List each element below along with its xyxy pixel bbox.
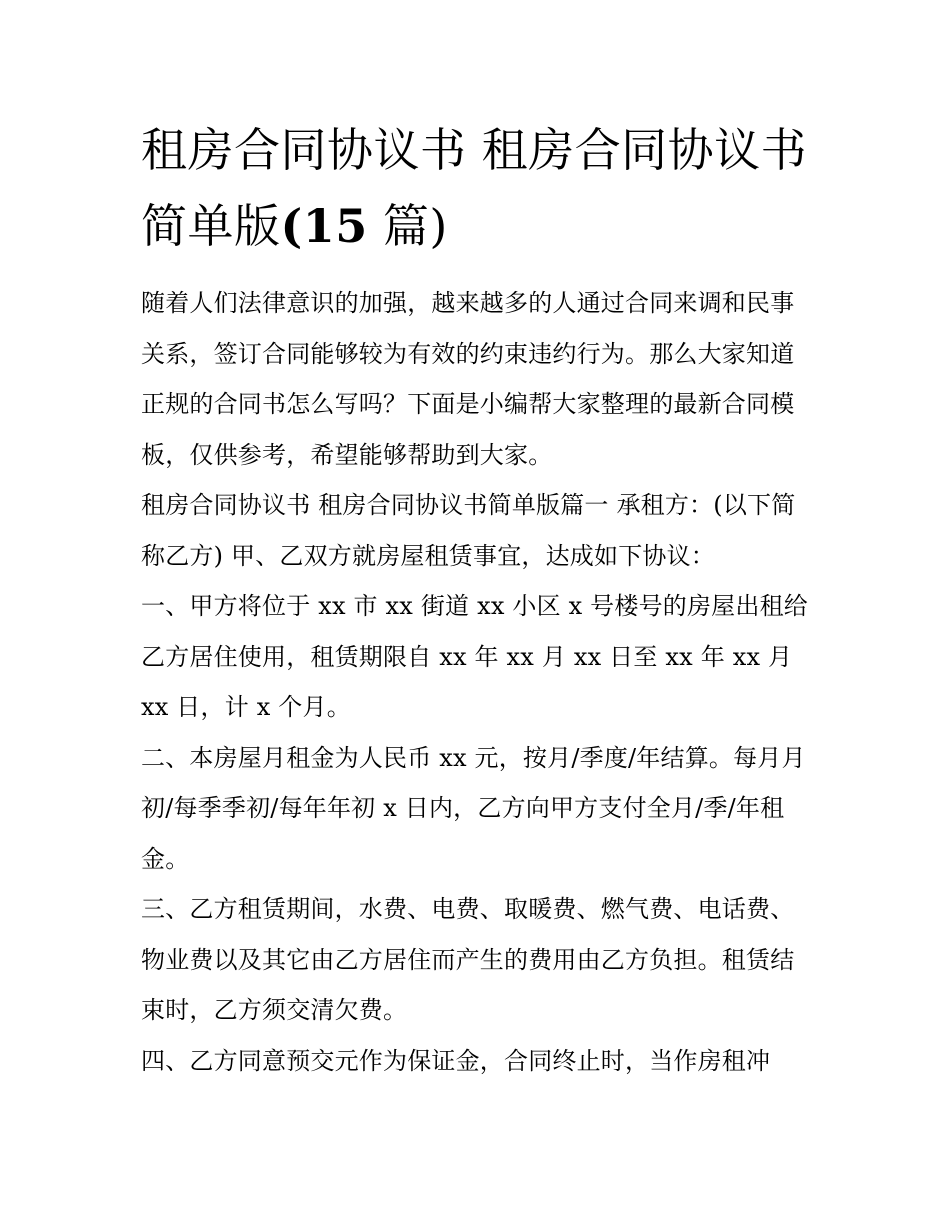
title-text: 租房合同协议书 租房合同协议书简单版	[141, 123, 808, 253]
document-body	[141, 112, 813, 1086]
contract-heading-paragraph: 租房合同协议书 租房合同协议书简单版篇一 承租方：(以下简称乙方) 甲、乙双方就房屋租赁事宜，达成如下协议：	[141, 491, 796, 570]
clause-3-paragraph: 三、乙方租赁期间，水费、电费、取暖费、燃气费、电话费、物业费以及其它由乙方居住而产生的费用由乙方负担。租赁结束时，乙方须交清欠费。	[141, 895, 795, 1024]
clause-2-paragraph: 二、本房屋月租金为人民币 xx 元，按月/季度/年结算。每月月初/每季季初/每年年初 x 日内，乙方向甲方支付全月/季/年租金。	[141, 743, 806, 873]
intro-paragraph: 随着人们法律意识的加强，越来越多的人通过合同来调和民事关系，签订合同能够较为有效的约束违约行为。那么大家知道正规的合同书怎么写吗？下面是小编帮大家整理的最新合同模板，仅供参考，希望能够帮助到大家。	[141, 289, 795, 469]
title-count: (15	[280, 199, 368, 253]
document-title	[141, 112, 813, 264]
clause-4-paragraph: 四、乙方同意预交元作为保证金，合同终止时，当作房租冲	[141, 1046, 771, 1075]
title-suffix: 篇)	[367, 199, 448, 253]
clause-1-paragraph: 一、甲方将位于 xx 市 xx 街道 xx 小区 x 号楼号的房屋出租给乙方居住使用，租赁期限自 xx 年 xx 月 xx 日至 xx 年 xx 月 xx 日，计 x 个月。	[141, 592, 808, 721]
